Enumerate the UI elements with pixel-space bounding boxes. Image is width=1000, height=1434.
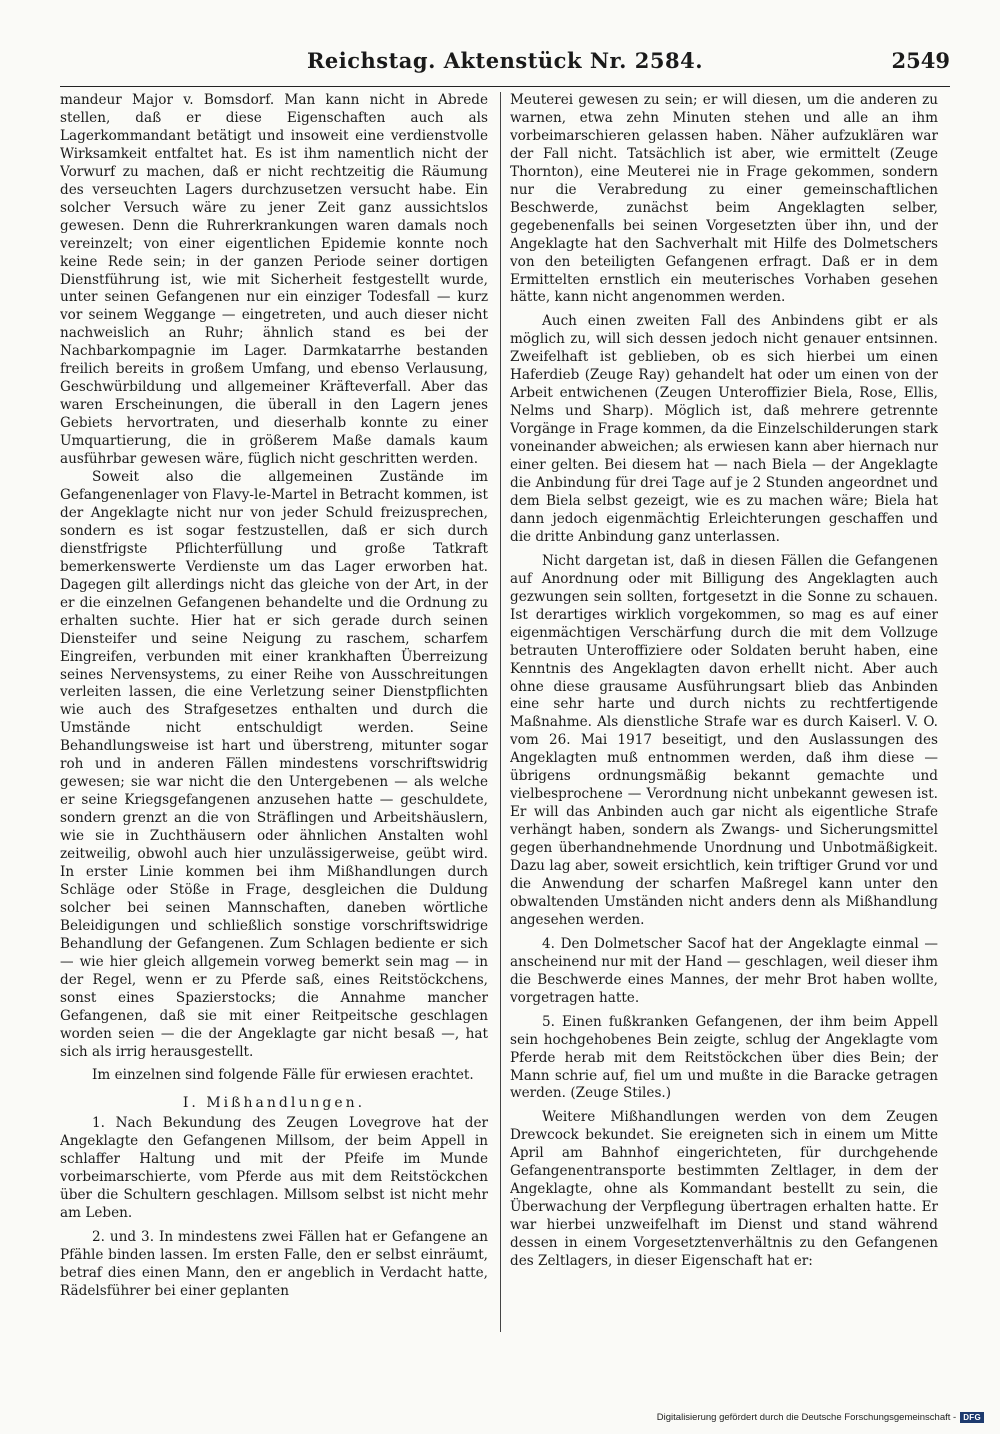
paragraph: Nicht dargetan ist, daß in diesen Fällen die Gefangenen auf Anordnung oder mit Billigung des Angeklagten auch gezwungen sein sollten, fortgesetzt in die Sonne zu schauen. Ist derartiges wirklich vorgekommen, so mag es auf einer eigenmächtigen Verschärfung durch die mit dem Vollzuge betrauten Unteroffiziere oder Soldaten beruht haben, eine Kenntnis des Angeklagten davon erhellt nicht. Aber auch ohne diese grausame Ausführungsart blieb das Anbinden eine sehr harte und durch nichts zu rechtfertigende Maßnahme. Als dienstliche Strafe war es durch Kaiserl. V. O. vom 26. Mai 1917 beseitigt, und den Auslassungen des Angeklagten muß entnommen werden, daß ihm diese — übrigens ordnungsmäßig bekannt gemachte und vielbesprochene — Verordnung nicht unbekannt gewesen ist. Er will das Anbinden auch gar nicht als eigentliche Strafe verhängt haben, sondern als Zwangs- und Sicherungsmittel gegen überhandnehmende Unordnung und Unbotmäßigkeit. Dazu lag aber, soweit ersichtlich, kein triftiger Grund vor und die Anwendung der scharfen Maßregel kann unter den obwaltenden Umständen nicht anders denn als Mißhandlung angesehen werden. [510,552,938,928]
paragraph: 1. Nach Bekundung des Zeugen Lovegrove hat der Angeklagte den Gefangenen Millsom, der beim Appell in schlaffer Haltung und mit der Pfeife im Munde vorbeimarschierte, vom Pferde aus mit dem Reitstöckchen über die Schultern geschlagen. Millsom selbst ist nicht mehr am Leben. [60,1115,488,1222]
running-title: Reichstag. Aktenstück Nr. 2584. [306,48,704,73]
paragraph: 2. und 3. In mindestens zwei Fällen hat er Gefangene an Pfähle binden lassen. Im ersten Falle, den er selbst einräumt, betraf dies einen Mann, den er angeblich in Verdacht hatte, Rädelsführer bei einer geplanten [60,1229,488,1299]
paragraph: mandeur Major v. Bomsdorf. Man kann nicht in Abrede stellen, daß er diese Eigenschaften auch als Lagerkommandant betätigt und insoweit eine verdienstvolle Wirksamkeit entfaltet hat. Es ist ihm namentlich nicht der Vorwurf zu machen, daß er nicht rechtzeitig die Räumung des verseuchten Lagers durchzusetzen versucht habe. Ein solcher Versuch wäre zu jener Zeit ganz aussichtslos gewesen. Denn die Ruhrerkrankungen waren damals noch vereinzelt; von einer eigentlichen Epidemie konnte noch keine Rede sein; in der ganzen Periode seiner dortigen Dienstführung ist, wie mit Sicherheit festgestellt wurde, unter seinen Gefangenen nur ein einziger Todesfall — kurz vor seinem Weggange — eingetreten, und auch dieser nicht nachweislich an Ruhr; ähnlich stand es bei der Nachbarkompagnie im Lager. Darmkatarrhe bestanden freilich bereits in großem Umfang, und ebenso Verlausung, Geschwürbildung und allgemeiner Kräfteverfall. Aber das waren Erscheinungen, die überall in den Lagern jenes Gebiets hervortraten, und dieserhalb konnte zu einer Umquartierung, die in größerem Maße damals kaum ausführbar gewesen wäre, füglich nicht geschritten werden. [60,92,488,468]
right-column [510,92,938,1342]
paragraph: Meuterei gewesen zu sein; er will diesen, um die anderen zu warnen, etwa zehn Minuten stehen und alle an ihm vorbeimarschieren gelassen haben. Näher aufzuklären war der Fall nicht. Tatsächlich ist aber, wie ermittelt (Zeuge Thornton), eine Meuterei nie in Frage gekommen, sondern nur die Verabredung zu einer gemeinschaftlichen Beschwerde, zunächst beim Angeklagten selber, gegebenenfalls bei seinen Vorgesetzten über ihn, und der Angeklagte hat den Sachverhalt mit Hilfe des Dolmetschers von den beteiligten Gefangenen erfragt. Daß er in dem Ermittelten ernstlich ein meuterisches Vorhaben gesehen hätte, kann nicht angenommen werden. [510,92,938,306]
paragraph: Im einzelnen sind folgende Fälle für erwiesen erachtet. [92,1067,474,1084]
paragraph: Weitere Mißhandlungen werden von dem Zeugen Drewcock bekundet. Sie ereigneten sich in einem um Mitte April am Bahnhof eingerichteten, für durchgehende Gefangenentransporte bestimmten Zeltlager, in dem der Angeklagte, ohne als Kommandant bestellt zu sein, die Überwachung der Verpflegung übertragen erhalten hatte. Er war hierbei unzweifelhaft im Dienst und stand während dessen in einem Vorgesetztenverhältnis zu den Gefangenen des Zeltlagers, in dieser Eigenschaft hat er: [510,1109,938,1270]
footer-credit [657,1410,984,1424]
paragraph: 5. Einen fußkranken Gefangenen, der ihm beim Appell sein hochgehobenes Bein zeigte, schlug der Angeklagte vom Pferde herab mit dem Reitstöckchen über dies Bein; der Mann schrie auf, fiel um und mußte in die Baracke getragen werden. (Zeuge Stiles.) [510,1013,938,1102]
page-number: 2549 [891,48,950,73]
page-header [60,44,950,78]
paragraph: Soweit also die allgemeinen Zustände im Gefangenenlager von Flavy-le-Martel in Betracht kommen, ist der Angeklagte nicht nur von jeder Schuld freizusprechen, sondern es ist sogar festzustellen, daß er sich durch dienstfrigste Pflichterfüllung und große Tatkraft bemerkenswerte Verdienste um das Lager erworben hat. Dagegen gilt allerdings nicht das gleiche von der Art, in der er die einzelnen Gefangenen behandelte und die Ordnung zu erhalten suchte. Hier hat er sich gerade durch seinen Diensteifer und seine Neigung zu raschem, scharfem Eingreifen, verbunden mit einer krankhaften Überreizung seines Nervensystems, zu einer Reihe von Ausschreitungen verleiten lassen, die eine Verletzung seiner Dienstpflichten wie auch des Strafgesetzes enthalten und durch die Umstände nicht entschuldigt werden. Seine Behandlungsweise ist hart und überstreng, mitunter sogar roh und in anderen Fällen mindestens vorschriftswidrig gewesen; sie war nicht die den Untergebenen — als welche er seine Kriegsgefangenen anzusehen hatte — geschuldete, sondern grenzt an die von Sträflingen und Arbeitshäuslern, wie sie in Zuchthäusern oder ähnlichen Anstalten wohl zeitweilig, obwohl auch hier unzulässigerweise, geübt wird. In erster Linie kommen bei ihm Mißhandlungen durch Schläge oder Stöße in Frage, desgleichen die Duldung solcher bei seinen Mannschaften, daneben wörtliche Beleidigungen und schließlich sonstige vorschriftswidrige Behandlung der Gefangenen. Zum Schlagen bediente er sich — wie hier gleich allgemein vorweg bemerkt sein mag — in der Regel, wenn er zu Pferde saß, eines Reitstöckchens, sonst eines Spazierstocks; die Annahme mancher Gefangenen, daß sie mit einer Reitpeitsche geschlagen worden seien — die der Angeklagte gar nicht besaß —, hat sich als irrig herausgestellt. [60,469,488,1060]
header-rule [60,86,950,87]
footer-text: Digitalisierung gefördert durch die Deutsche Forschungsgemeinschaft - [656,1411,957,1423]
column-divider [500,92,501,1332]
paragraph: 4. Den Dolmetscher Sacof hat der Angeklagte einmal — anscheinend nur mit der Hand — geschlagen, weil dieser ihm die Beschwerde eines Mannes, der mehr Brot haben wollte, vorgetragen hatte. [510,935,938,1006]
section-heading: I. Mißhandlungen. [182,1095,366,1112]
dfg-logo: DFG [960,1412,984,1423]
left-column [60,92,488,1342]
paragraph: Auch einen zweiten Fall des Anbindens gibt er als möglich zu, will sich dessen jedoch nicht genauer entsinnen. Zweifelhaft ist geblieben, ob es sich hierbei um einen Haferdieb (Zeuge Ray) gehandelt hat oder um einen von der Arbeit entwichenen (Zeugen Unteroffizier Biela, Rose, Ellis, Nelms und Sharp). Möglich ist, daß mehrere getrennte Vorgänge in Frage kommen, da die Einzelschilderungen stark voneinander abweichen; als erwiesen kann aber hiernach nur einer gelten. Bei diesem hat — nach Biela — der Angeklagte die Anbindung für drei Tage auf je 2 Stunden angeordnet und dem Biela selbst gezeigt, wie es zu machen wäre; Biela hat dann jedoch eigenmächtig Erleichterungen geschaffen und die dritte Anbindung ganz unterlassen. [510,313,938,545]
